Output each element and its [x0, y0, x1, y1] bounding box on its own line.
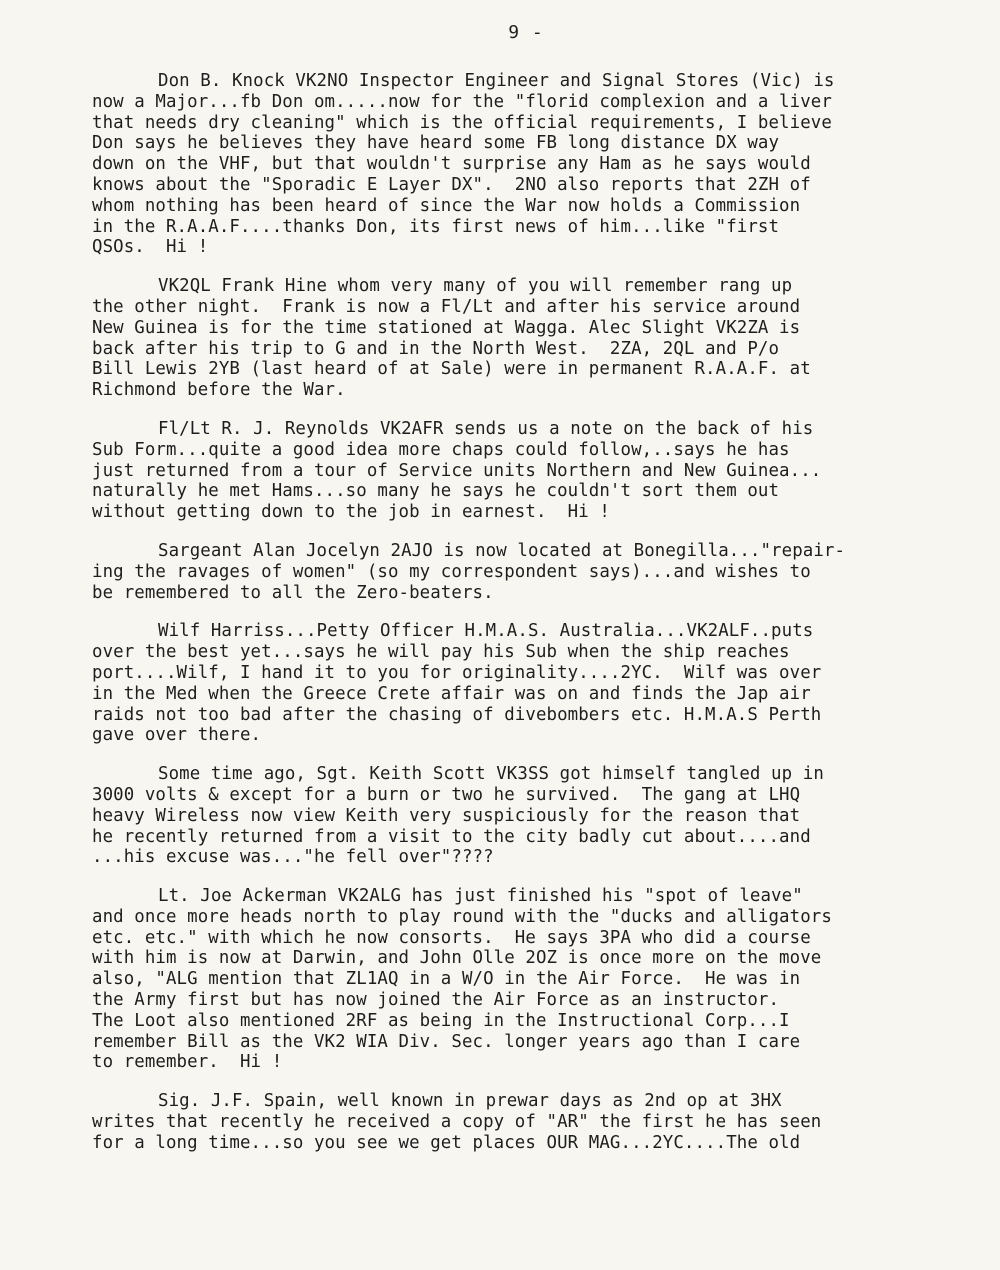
text-line: he recently returned from a visit to the city badly cut about....and: [92, 826, 811, 847]
text-line: also, "ALG mention that ZL1AQ in a W/O in the Air Force. He was in: [92, 969, 801, 990]
text-line: for a long time...so you see we get places OUR MAG...2YC....The old: [92, 1132, 801, 1153]
text-line: Sub Form...quite a good idea more chaps could follow,..says he has: [92, 439, 790, 460]
text-line: Sig. J.F. Spain, well known in prewar days as 2nd op at 3HX: [158, 1091, 782, 1112]
paragraph-scott: [92, 764, 960, 868]
text-line: raids not too bad after the chasing of divebombers etc. H.M.A.S Perth: [92, 704, 822, 725]
text-line: QSOs. Hi !: [92, 237, 209, 258]
text-line: Fl/Lt R. J. Reynolds VK2AFR sends us a note on the back of his: [158, 418, 814, 439]
text-line: writes that recently he received a copy of "AR" the first he has seen: [92, 1112, 822, 1133]
text-line: heavy Wireless now view Keith very suspiciously for the reason that: [92, 805, 801, 826]
text-line: The Loot also mentioned 2RF as being in the Instructional Corp...I: [92, 1010, 790, 1031]
text-line: remember Bill as the VK2 WIA Div. Sec. longer years ago than I care: [92, 1031, 801, 1052]
text-line: Bill Lewis 2YB (last heard of at Sale) were in permanent R.A.A.F. at: [92, 359, 811, 380]
text-line: the Army first but has now joined the Air Force as an instructor.: [92, 990, 780, 1011]
text-line: Sargeant Alan Jocelyn 2AJO is now located at Bonegilla..."repair-: [158, 540, 846, 561]
text-line: ...his excuse was..."he fell over"????: [92, 847, 494, 868]
text-line: whom nothing has been heard of since the War now holds a Commission: [92, 195, 801, 216]
text-line: Don B. Knock VK2NO Inspector Engineer and Signal Stores (Vic) is: [158, 71, 835, 91]
text-line: and once more heads north to play round with the "ducks and alligators: [92, 906, 832, 927]
text-line: New Guinea is for the time stationed at Wagga. Alec Slight VK2ZA is: [92, 317, 801, 338]
text-line: to remember. Hi !: [92, 1052, 283, 1073]
paragraph-spain: [92, 1091, 960, 1153]
text-line: in the Med when the Greece Crete affair was on and finds the Jap air: [92, 683, 811, 704]
text-line: Wilf Harriss...Petty Officer H.M.A.S. Australia...VK2ALF..puts: [158, 621, 814, 642]
text-line: naturally he met Hams...so many he says he couldn't sort them out: [92, 481, 780, 502]
text-line: be remembered to all the Zero-beaters.: [92, 582, 494, 603]
text-line: over the best yet...says he will pay his Sub when the ship reaches: [92, 642, 790, 663]
text-line: back after his trip to G and in the North West. 2ZA, 2QL and P/o: [92, 338, 780, 359]
text-line: that needs dry cleaning" which is the official requirements, I believe: [92, 112, 832, 133]
text-line: port....Wilf, I hand it to you for originality....2YC. Wilf was over: [92, 662, 822, 683]
text-line: just returned from a tour of Service units Northern and New Guinea...: [92, 460, 822, 481]
text-line: Richmond before the War.: [92, 380, 346, 401]
text-line: ing the ravages of women" (so my correspondent says)...and wishes to: [92, 561, 811, 582]
text-line: without getting down to the job in earnest. Hi !: [92, 502, 610, 523]
paragraph-ackerman: [92, 886, 960, 1073]
text-line: knows about the "Sporadic E Layer DX". 2NO also reports that 2ZH of: [92, 174, 811, 195]
text-line: the other night. Frank is now a Fl/Lt and after his service around: [92, 296, 801, 317]
paragraph-harriss: [92, 621, 960, 746]
page-number: 9 -: [508, 22, 544, 43]
paragraph-knock: [92, 71, 960, 258]
text-line: in the R.A.A.F....thanks Don, its first news of him...like "first: [92, 216, 780, 237]
text-line: Some time ago, Sgt. Keith Scott VK3SS got himself tangled up in: [158, 764, 824, 785]
text-line: 3000 volts & except for a burn or two he survived. The gang at LHQ: [92, 784, 801, 805]
paragraph-hine: [92, 276, 960, 401]
text-line: now a Major...fb Don om.....now for the "florid complexion and a liver: [92, 91, 832, 112]
text-line: Lt. Joe Ackerman VK2ALG has just finished his "spot of leave": [158, 886, 803, 907]
text-line: with him is now at Darwin, and John Olle 2OZ is once more on the move: [92, 948, 822, 969]
text-line: etc. etc." with which he now consorts. He says 3PA who did a course: [92, 927, 811, 948]
text-line: Don says he believes they have heard some FB long distance DX way: [92, 133, 780, 154]
text-line: VK2QL Frank Hine whom very many of you will remember rang up: [158, 276, 793, 297]
paragraph-jocelyn: [92, 541, 960, 603]
text-line: down on the VHF, but that wouldn't surprise any Ham as he says would: [92, 154, 811, 175]
text-line: gave over there.: [92, 725, 262, 746]
paragraph-reynolds: [92, 419, 960, 523]
